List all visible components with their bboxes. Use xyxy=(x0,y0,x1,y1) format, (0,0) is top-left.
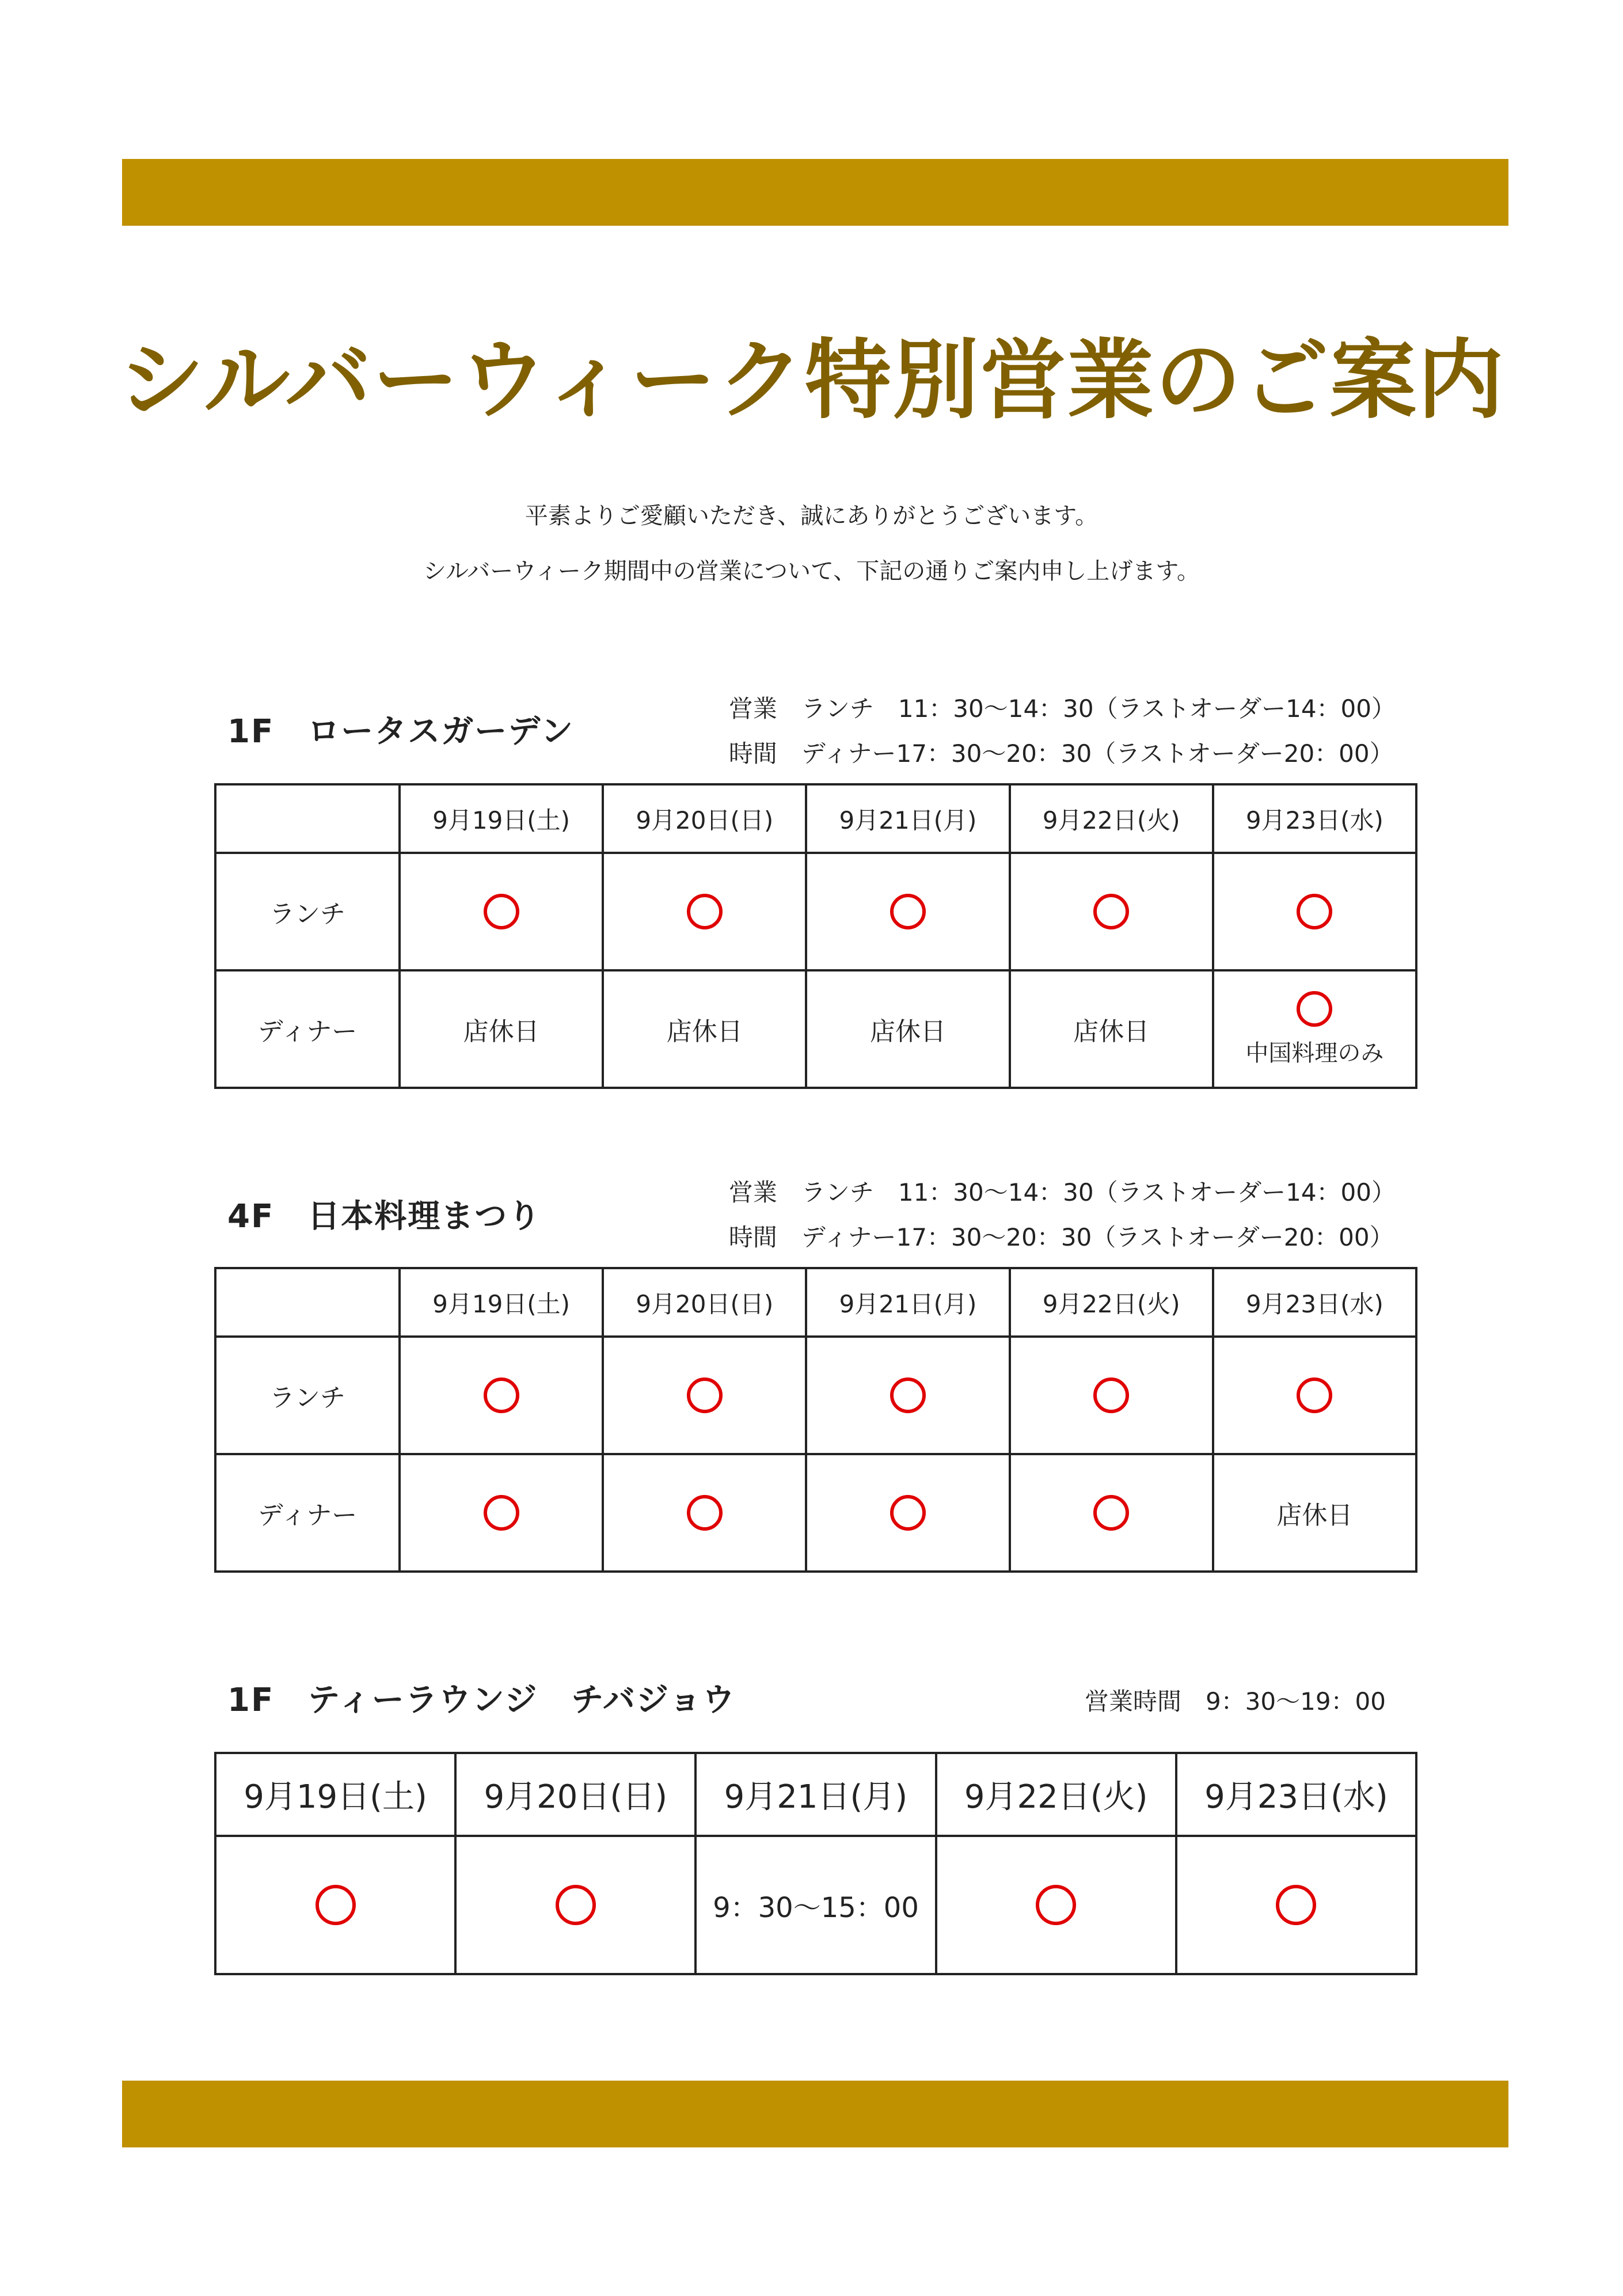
top-decorative-band xyxy=(122,159,1508,226)
schedule-table-lotus-garden xyxy=(214,783,1417,1089)
hours-line-dinner: 時間 ディナー17：30〜20：30（ラストオーダー20：00） xyxy=(728,1223,1394,1251)
cell-note: 中国料理のみ xyxy=(1245,1039,1384,1067)
table-row-dinner xyxy=(215,1454,1416,1572)
table-row-lunch xyxy=(215,1337,1416,1454)
open-circle-icon xyxy=(1276,1885,1316,1925)
schedule-cell-closed: 店休日 xyxy=(806,970,1009,1088)
schedule-cell-closed: 店休日 xyxy=(400,970,603,1088)
open-circle-icon xyxy=(556,1885,596,1925)
date-header: 9月22日(火) xyxy=(936,1753,1176,1836)
schedule-cell xyxy=(215,1836,455,1974)
open-circle-icon xyxy=(1093,1377,1129,1413)
schedule-cell xyxy=(1213,1337,1416,1454)
hours-line-dinner: 時間 ディナー17：30〜20：30（ラストオーダー20：00） xyxy=(728,739,1394,768)
section-title-nihon-ryori-matsuri: 4F 日本料理まつり xyxy=(227,1198,542,1235)
header-empty-cell xyxy=(215,1268,400,1337)
schedule-cell xyxy=(1213,853,1416,970)
date-header: 9月20日(日) xyxy=(603,1268,806,1337)
open-circle-icon xyxy=(1297,991,1332,1027)
schedule-cell xyxy=(1010,1337,1213,1454)
open-circle-icon xyxy=(1093,1495,1129,1531)
schedule-cell xyxy=(1010,1454,1213,1572)
date-header: 9月23日(水) xyxy=(1213,1268,1416,1337)
schedule-cell xyxy=(400,1337,603,1454)
schedule-cell-closed: 店休日 xyxy=(1010,970,1213,1088)
date-header: 9月23日(水) xyxy=(1176,1753,1416,1836)
schedule-cell-special-hours: 9：30〜15：00 xyxy=(695,1836,936,1974)
open-circle-icon xyxy=(1093,894,1129,929)
date-header: 9月21日(月) xyxy=(806,784,1009,853)
table-header-row xyxy=(215,784,1416,853)
schedule-cell xyxy=(400,853,603,970)
schedule-cell xyxy=(603,1337,806,1454)
table-row-hours xyxy=(215,1836,1416,1974)
date-header: 9月22日(火) xyxy=(1010,1268,1213,1337)
section-hours-lotus-garden xyxy=(729,686,1396,776)
date-header: 9月19日(土) xyxy=(400,784,603,853)
open-circle-icon xyxy=(1297,894,1332,929)
open-circle-icon xyxy=(687,1495,723,1531)
row-label: ディナー xyxy=(215,970,400,1088)
section-hours-nihon-ryori-matsuri xyxy=(729,1170,1396,1260)
section-hours-tea-lounge xyxy=(1085,1679,1386,1724)
schedule-cell xyxy=(1213,970,1416,1088)
schedule-cell xyxy=(603,853,806,970)
open-circle-icon xyxy=(484,894,519,929)
bottom-decorative-band xyxy=(122,2081,1508,2147)
date-header: 9月23日(水) xyxy=(1213,784,1416,853)
table-header-row xyxy=(215,1268,1416,1337)
schedule-cell-closed: 店休日 xyxy=(1213,1454,1416,1572)
schedule-cell xyxy=(1010,853,1213,970)
intro-line-2: シルバーウィーク期間中の営業について、下記の通りご案内申し上げます。 xyxy=(423,558,1200,585)
schedule-cell xyxy=(455,1836,695,1974)
open-circle-icon xyxy=(890,1495,926,1531)
hours-line: 営業時間 9：30〜19：00 xyxy=(1084,1687,1386,1716)
date-header: 9月20日(日) xyxy=(455,1753,695,1836)
table-row-lunch xyxy=(215,853,1416,970)
row-label: ランチ xyxy=(215,853,400,970)
open-circle-icon xyxy=(316,1885,356,1925)
section-title-tea-lounge: 1F ティーラウンジ チバジョウ xyxy=(227,1682,736,1719)
row-label: ランチ xyxy=(215,1337,400,1454)
date-header: 9月21日(月) xyxy=(695,1753,936,1836)
open-circle-icon xyxy=(1036,1885,1076,1925)
schedule-cell xyxy=(806,1454,1009,1572)
open-circle-icon xyxy=(484,1495,519,1531)
date-header: 9月21日(月) xyxy=(806,1268,1009,1337)
date-header: 9月19日(土) xyxy=(400,1268,603,1337)
schedule-cell xyxy=(806,1337,1009,1454)
schedule-table-tea-lounge xyxy=(214,1752,1417,1975)
schedule-cell xyxy=(400,1454,603,1572)
table-row-dinner xyxy=(215,970,1416,1088)
hours-line-lunch: 営業 ランチ 11：30〜14：30（ラストオーダー14：00） xyxy=(728,1178,1396,1206)
open-circle-icon xyxy=(890,1377,926,1413)
date-header: 9月20日(日) xyxy=(603,784,806,853)
date-header: 9月19日(土) xyxy=(215,1753,455,1836)
page-title: シルバーウィーク特別営業のご案内 xyxy=(118,329,1505,431)
schedule-cell xyxy=(1176,1836,1416,1974)
schedule-table-nihon-ryori-matsuri xyxy=(214,1267,1417,1573)
intro-line-1: 平素よりご愛顧いただき、誠にありがとうございます。 xyxy=(524,503,1099,529)
section-title-lotus-garden: 1F ロータスガーデン xyxy=(227,713,575,750)
open-circle-icon xyxy=(687,894,723,929)
open-circle-icon xyxy=(484,1377,519,1413)
schedule-cell xyxy=(806,853,1009,970)
row-label: ディナー xyxy=(215,1454,400,1572)
table-header-row xyxy=(215,1753,1416,1836)
date-header: 9月22日(火) xyxy=(1010,784,1213,853)
hours-line-lunch: 営業 ランチ 11：30〜14：30（ラストオーダー14：00） xyxy=(728,695,1396,723)
open-circle-icon xyxy=(687,1377,723,1413)
header-empty-cell xyxy=(215,784,400,853)
schedule-cell xyxy=(936,1836,1176,1974)
open-circle-icon xyxy=(890,894,926,929)
schedule-cell xyxy=(603,1454,806,1572)
open-circle-icon xyxy=(1297,1377,1332,1413)
schedule-cell-closed: 店休日 xyxy=(603,970,806,1088)
